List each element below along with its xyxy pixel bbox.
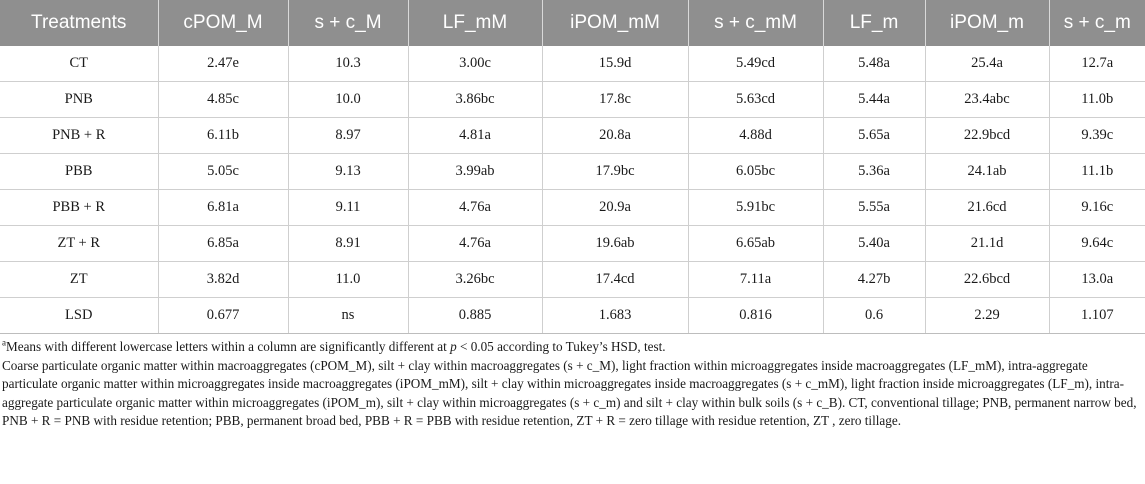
value-cell: 6.85a <box>158 226 288 262</box>
value-cell: 15.9d <box>542 46 688 82</box>
value-cell: 17.4cd <box>542 262 688 298</box>
column-header: Treatments <box>0 0 158 46</box>
value-cell: 6.11b <box>158 118 288 154</box>
value-cell: 22.6bcd <box>925 262 1049 298</box>
column-header: LF_m <box>823 0 925 46</box>
table-body <box>0 46 1145 334</box>
value-cell: 7.11a <box>688 262 823 298</box>
value-cell: 13.0a <box>1049 262 1145 298</box>
value-cell: 4.76a <box>408 226 542 262</box>
value-cell: 0.885 <box>408 298 542 334</box>
value-cell: 11.0 <box>288 262 408 298</box>
value-cell: ns <box>288 298 408 334</box>
column-header: cPOM_M <box>158 0 288 46</box>
value-cell: 12.7a <box>1049 46 1145 82</box>
column-header: s + c_mM <box>688 0 823 46</box>
table-row <box>0 262 1145 298</box>
value-cell: 5.63cd <box>688 82 823 118</box>
value-cell: 5.91bc <box>688 190 823 226</box>
value-cell: 5.65a <box>823 118 925 154</box>
value-cell: 5.40a <box>823 226 925 262</box>
treatment-cell: PNB <box>0 82 158 118</box>
treatment-cell: LSD <box>0 298 158 334</box>
value-cell: 17.8c <box>542 82 688 118</box>
value-cell: 4.85c <box>158 82 288 118</box>
footnote-text-end: < 0.05 according to Tukey’s HSD, test. <box>456 339 666 354</box>
value-cell: 5.55a <box>823 190 925 226</box>
value-cell: 21.6cd <box>925 190 1049 226</box>
value-cell: 24.1ab <box>925 154 1049 190</box>
value-cell: 9.13 <box>288 154 408 190</box>
value-cell: 3.82d <box>158 262 288 298</box>
footnote-text-start: Means with different lowercase letters within a column are significantly different at <box>6 339 451 354</box>
value-cell: 4.81a <box>408 118 542 154</box>
value-cell: 5.44a <box>823 82 925 118</box>
value-cell: 1.683 <box>542 298 688 334</box>
table-notes <box>0 334 1145 431</box>
value-cell: 5.05c <box>158 154 288 190</box>
treatment-cell: ZT + R <box>0 226 158 262</box>
p-value-symbol: p <box>450 339 457 354</box>
value-cell: 4.88d <box>688 118 823 154</box>
significance-footnote <box>2 338 1141 357</box>
value-cell: 8.97 <box>288 118 408 154</box>
value-cell: 3.86bc <box>408 82 542 118</box>
value-cell: 9.11 <box>288 190 408 226</box>
value-cell: 0.6 <box>823 298 925 334</box>
treatment-cell: CT <box>0 46 158 82</box>
value-cell: 3.00c <box>408 46 542 82</box>
value-cell: 19.6ab <box>542 226 688 262</box>
value-cell: 10.3 <box>288 46 408 82</box>
column-header: s + c_M <box>288 0 408 46</box>
value-cell: 2.47e <box>158 46 288 82</box>
value-cell: 9.16c <box>1049 190 1145 226</box>
value-cell: 5.36a <box>823 154 925 190</box>
value-cell: 4.76a <box>408 190 542 226</box>
value-cell: 1.107 <box>1049 298 1145 334</box>
treatment-cell: PBB <box>0 154 158 190</box>
column-header: iPOM_m <box>925 0 1049 46</box>
value-cell: 22.9bcd <box>925 118 1049 154</box>
value-cell: 10.0 <box>288 82 408 118</box>
value-cell: 3.99ab <box>408 154 542 190</box>
footnote-marker: a <box>2 337 6 348</box>
value-cell: 25.4a <box>925 46 1049 82</box>
treatment-cell: PBB + R <box>0 190 158 226</box>
value-cell: 23.4abc <box>925 82 1049 118</box>
value-cell: 5.48a <box>823 46 925 82</box>
column-header: iPOM_mM <box>542 0 688 46</box>
value-cell: 8.91 <box>288 226 408 262</box>
value-cell: 20.8a <box>542 118 688 154</box>
table-row <box>0 298 1145 334</box>
value-cell: 6.81a <box>158 190 288 226</box>
treatment-cell: ZT <box>0 262 158 298</box>
table-row <box>0 226 1145 262</box>
value-cell: 6.65ab <box>688 226 823 262</box>
table-row <box>0 154 1145 190</box>
value-cell: 3.26bc <box>408 262 542 298</box>
column-header: s + c_m <box>1049 0 1145 46</box>
header-row <box>0 0 1145 46</box>
table-row <box>0 190 1145 226</box>
value-cell: 11.1b <box>1049 154 1145 190</box>
value-cell: 5.49cd <box>688 46 823 82</box>
value-cell: 11.0b <box>1049 82 1145 118</box>
value-cell: 17.9bc <box>542 154 688 190</box>
value-cell: 0.677 <box>158 298 288 334</box>
column-header: LF_mM <box>408 0 542 46</box>
abbreviations-note: Coarse particulate organic matter within macroaggregates (cPOM_M), silt + clay within macroaggregates (s + c_M), light fraction within microaggregates inside macroaggregates (LF_mM), intra-aggregate particulate organic matter within microaggregates inside macroaggregates (iPOM_mM), silt + clay within microaggregates inside macroaggregates (s + c_mM), light fraction inside microaggregates (LF_m), intra-aggregate particulate organic matter within microaggregates (iPOM_m), silt + clay within microaggregates (s + c_m) and silt + clay within bulk soils (s + c_B). CT, conventional tillage; PNB, permanent narrow bed, PNB + R = PNB with residue retention; PBB, permanent broad bed, PBB + R = PBB with residue retention, ZT + R = zero tillage with residue retention, ZT , zero tillage. <box>2 357 1137 428</box>
table-row <box>0 82 1145 118</box>
table-row <box>0 118 1145 154</box>
value-cell: 21.1d <box>925 226 1049 262</box>
value-cell: 0.816 <box>688 298 823 334</box>
table-row <box>0 46 1145 82</box>
value-cell: 20.9a <box>542 190 688 226</box>
value-cell: 9.64c <box>1049 226 1145 262</box>
value-cell: 2.29 <box>925 298 1049 334</box>
value-cell: 4.27b <box>823 262 925 298</box>
value-cell: 6.05bc <box>688 154 823 190</box>
treatment-cell: PNB + R <box>0 118 158 154</box>
value-cell: 9.39c <box>1049 118 1145 154</box>
